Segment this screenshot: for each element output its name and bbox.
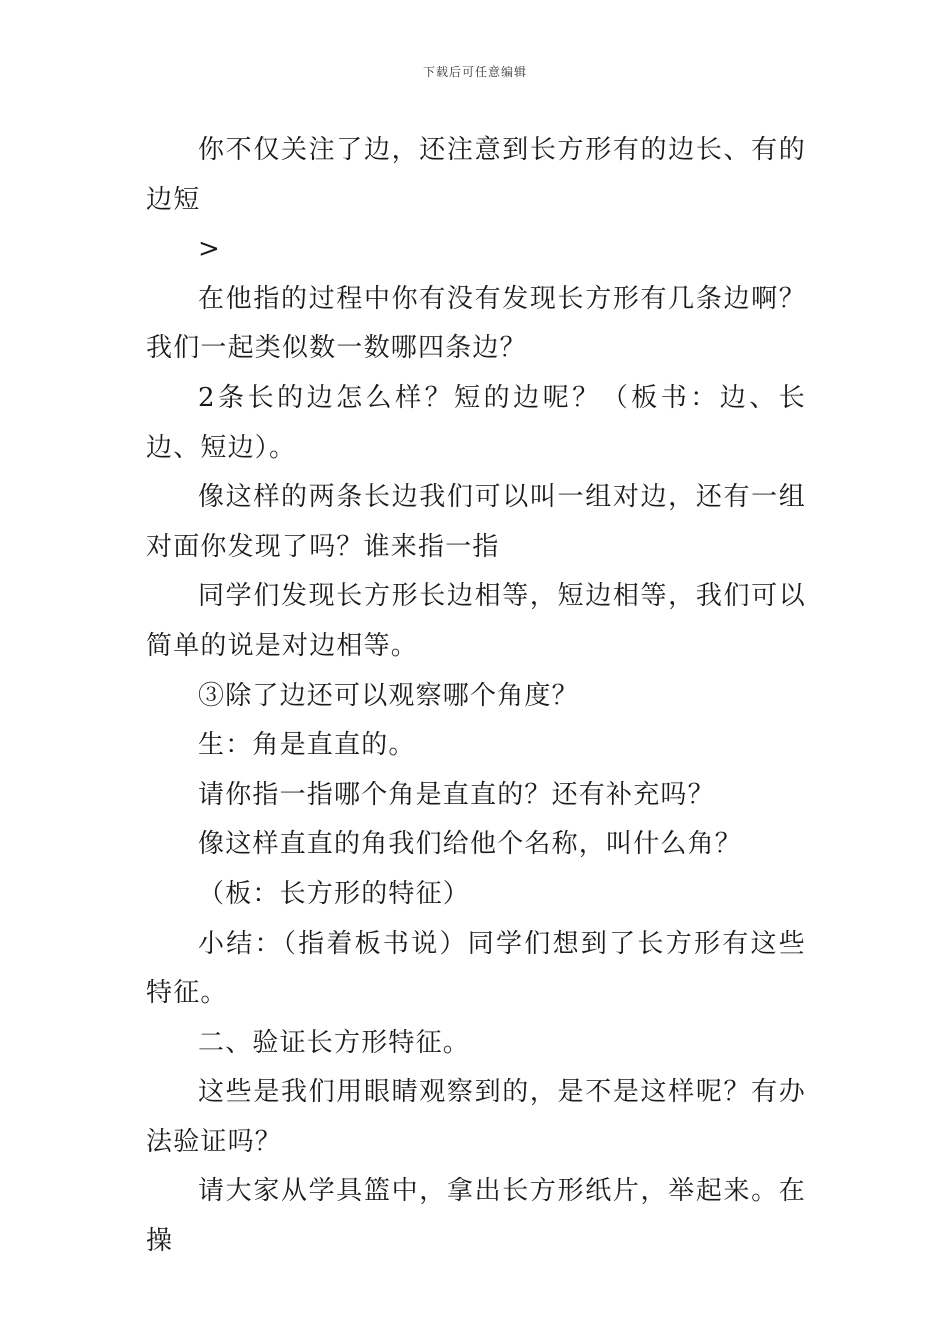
paragraph: 你不仅关注了边，还注意到长方形有的边长、有的边短 [146,135,806,215]
paragraph: 请大家从学具篮中，拿出长方形纸片，举起来。在操 [146,1176,806,1257]
paragraph: > [198,234,221,265]
paragraph: 2条长的边怎么样？短的边呢？（板书：边、长边、短边）。 [146,382,806,463]
paragraph: 小结：（指着板书说）同学们想到了长方形有这些特征。 [146,928,806,1009]
paragraph: 同学们发现长方形长边相等，短边相等，我们可以简单的说是对边相等。 [146,581,806,661]
paragraph: 像这样直直的角我们给他个名称，叫什么角？ [198,829,743,860]
paragraph: 生：角是直直的。 [198,730,416,761]
paragraph: 这些是我们用眼睛观察到的，是不是这样呢？有办法验证吗？ [146,1077,806,1157]
page-header-note: 下载后可任意编辑 [422,65,527,79]
paragraph: 在他指的过程中你有没有发现长方形有几条边啊？我们一起类似数一数哪四条边？ [146,283,806,364]
paragraph: 像这样的两条长边我们可以叫一组对边，还有一组对面你发现了吗？谁来指一指 [146,482,806,562]
paragraph: （板：长方形的特征） [198,878,471,909]
paragraph: 请你指一指哪个角是直直的？还有补充吗？ [198,779,715,810]
section-heading: 二、验证长方形特征。 [198,1027,471,1058]
paragraph: ③除了边还可以观察哪个角度？ [198,680,579,711]
document-body [146,126,806,1267]
